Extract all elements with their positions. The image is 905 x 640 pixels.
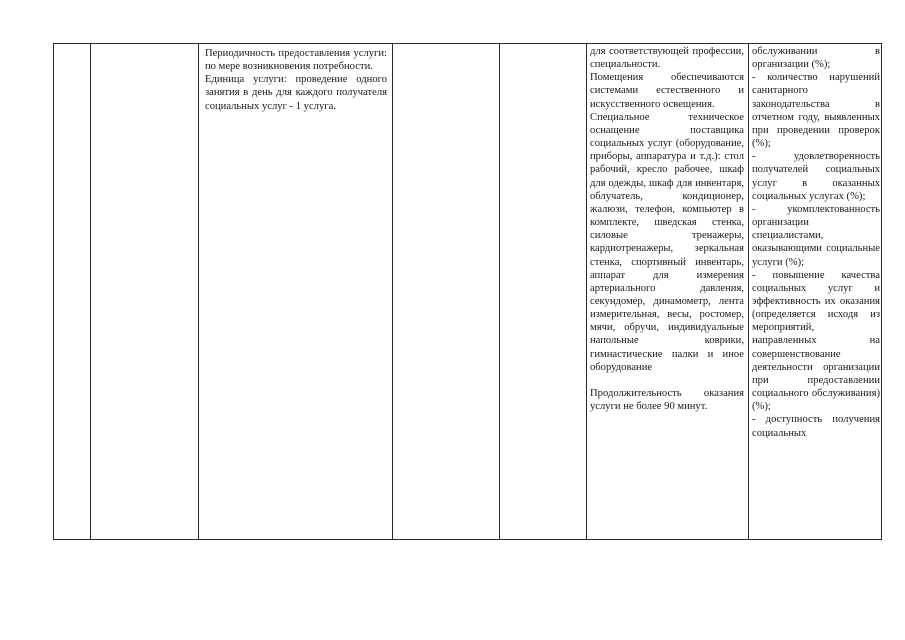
- frequency-text: Периодичность предоставления услуги: по мере возникновения потребности.: [205, 48, 387, 73]
- table-cell-service-name: [91, 44, 198, 539]
- table-cell-empty: [500, 44, 586, 539]
- indicator-text: - повышение качества социальных услуг и эффективность их оказания (определяется исходя из мероприятий, направленных на совершенствование деятельности организации при предоставлении социального обслуживания) (%);: [752, 269, 880, 413]
- table-cell-number: [54, 44, 90, 539]
- table-cell-frequency: [199, 44, 391, 539]
- indicator-text: - доступность получения социальных: [752, 414, 880, 439]
- table-cell-conditions: [587, 44, 747, 539]
- equipment-text: Специальное техническое оснащение поставщика социальных услуг (оборудование, приборы, аппаратура и т.д.): стол рабочий, кресло рабочее, шкаф для одежды, шкаф для инвентаря, облучатель, кондиционер, жалюзи, телефон, компьютер в комплекте, шведская стенка, силовые тренажеры, кардиотренажеры, зеркальная стенка, спортивный инвентарь, аппарат для измерения артериального давления, секундомер, динамометр, лента измерительная, весы, ростомер, мячи, обручи, индивидуальные напольные коврики, гимнастические палки и иное оборудование: [590, 111, 744, 373]
- lighting-text: Помещения обеспечиваются системами естественного и искусственного освещения.: [590, 72, 744, 110]
- service-unit-text: Единица услуги: проведение одного занятия в день для каждого получателя социальных услуг - 1 услуга.: [205, 74, 387, 112]
- table-cell-quality-indicators: [749, 44, 882, 539]
- indicator-text: - укомплектованность организации специалистами, оказывающими социальные услуги (%);: [752, 203, 880, 268]
- indicator-text: - удовлетворенность получателей социальных услуг в оказанных социальных услугах (%);: [752, 151, 880, 202]
- indicator-text: обслуживании в организации (%);: [752, 46, 880, 71]
- conditions-text: для соответствующей профессии, специальности.: [590, 46, 744, 71]
- duration-text: Продолжительность оказания услуги не более 90 минут.: [590, 387, 744, 413]
- table-cell-empty: [393, 44, 499, 539]
- indicator-text: - количество нарушений санитарного законодательства в отчетном году, выявленных при проведении проверок (%);: [752, 72, 880, 150]
- services-table: [53, 43, 882, 540]
